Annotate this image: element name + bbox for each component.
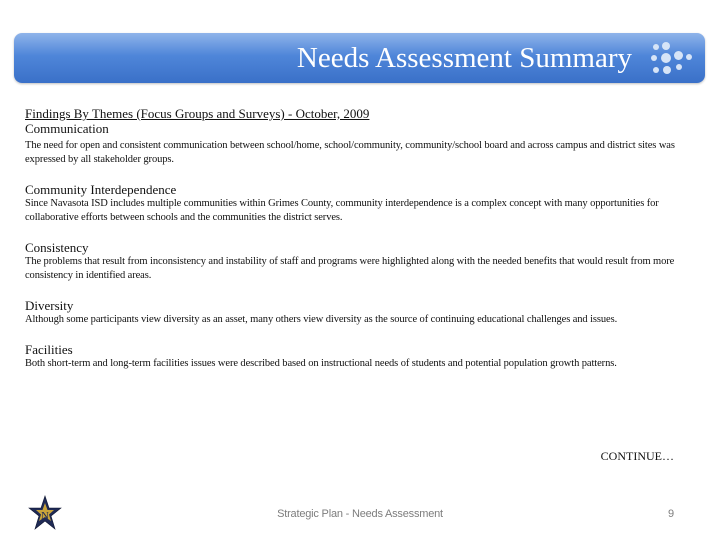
dot-cluster-icon [651,42,697,76]
slide-title: Needs Assessment Summary [296,42,632,74]
section-body-community-interdependence: Since Navasota ISD includes multiple communities within Grimes County, community interdependence is a complex concept with many opportunities for collaborative efforts between schools and the communities the district serves. [25,198,659,223]
logo-letter: N [41,510,49,522]
section-body-communication: The need for open and consistent communication between school/home, school/community, community/school board and across campus and district sites was expressed by all stakeholder groups. [25,140,675,165]
section-title-communication: Communication [25,121,109,136]
section-body-consistency: The problems that result from inconsistency and instability of staff and programs were highlighted along with the needed benefits that would result from more consistency in identified areas. [25,256,675,281]
section-body-diversity: Although some participants view diversity as an asset, many others view diversity as the source of continuing educational challenges and issues. [25,314,618,325]
findings-content [25,106,690,371]
section-title-consistency: Consistency [25,240,89,255]
title-bar [14,33,705,83]
section-title-facilities: Facilities [25,342,73,357]
section-body-facilities: Both short-term and long-term facilities issues were described based on instructional needs of students and potential population growth patterns. [25,358,617,369]
section-title-diversity: Diversity [25,298,74,313]
footer-text: Strategic Plan - Needs Assessment [277,508,443,520]
findings-heading: Findings By Themes (Focus Groups and Surveys) - October, 2009 [25,106,370,121]
section-title-community-interdependence: Community Interdependence [25,182,177,197]
page-number: 9 [668,508,675,520]
continue-label: CONTINUE… [600,449,674,463]
